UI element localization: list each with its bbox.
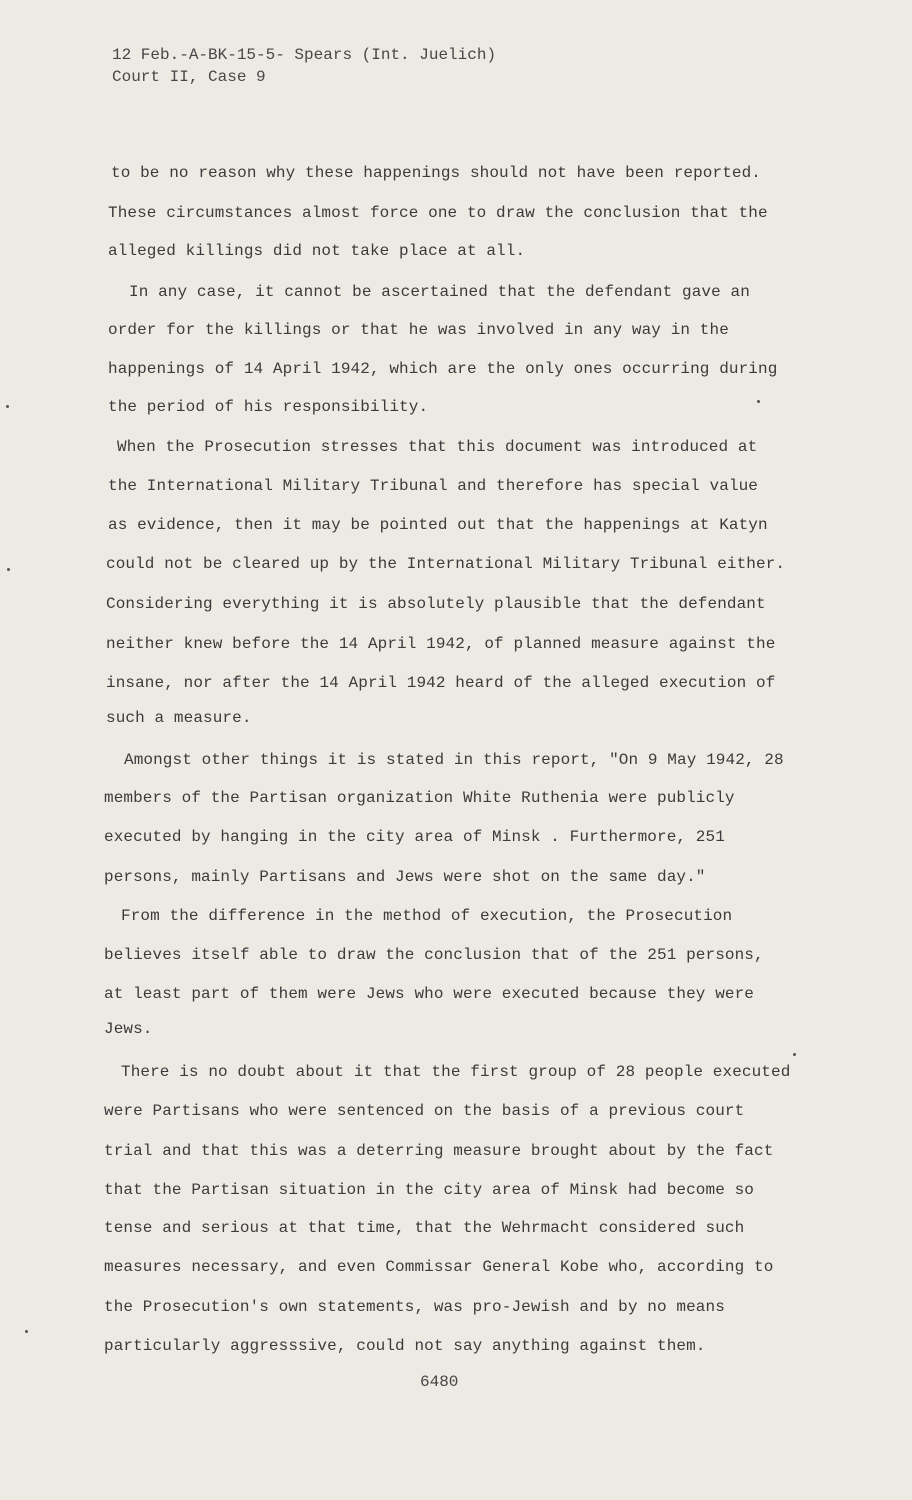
text-line: In any case, it cannot be ascertained that the defendant gave an [129, 283, 750, 301]
text-line: There is no doubt about it that the first group of 28 people executed [121, 1063, 791, 1081]
text-line: persons, mainly Partisans and Jews were shot on the same day." [104, 868, 706, 886]
scan-speck [793, 1053, 796, 1056]
header-line-1: 12 Feb.-A-BK-15-5- Spears (Int. Juelich) [112, 46, 497, 64]
text-line: could not be cleared up by the International Military Tribunal either. [106, 555, 786, 573]
text-line: Considering everything it is absolutely plausible that the defendant [106, 595, 766, 613]
page-number: 6480 [420, 1373, 459, 1391]
text-line: believes itself able to draw the conclusion that of the 251 persons, [104, 946, 764, 964]
text-line: such a measure. [106, 709, 252, 727]
text-line: the International Military Tribunal and therefore has special value [108, 477, 759, 495]
text-line: the Prosecution's own statements, was pro-Jewish and by no means [104, 1298, 725, 1316]
text-line: order for the killings or that he was involved in any way in the [108, 321, 729, 339]
text-line: insane, nor after the 14 April 1942 heard of the alleged execution of [106, 674, 776, 692]
text-line: measures necessary, and even Commissar General Kobe who, according to [104, 1258, 774, 1276]
text-line: particularly aggresssive, could not say anything against them. [104, 1337, 706, 1355]
text-line: were Partisans who were sentenced on the basis of a previous court [104, 1102, 745, 1120]
scan-speck [6, 405, 9, 408]
text-line: executed by hanging in the city area of Minsk . Furthermore, 251 [104, 828, 725, 846]
text-line: that the Partisan situation in the city area of Minsk had become so [104, 1181, 755, 1199]
document-header [112, 44, 496, 88]
text-line: Jews. [104, 1020, 153, 1038]
text-line: happenings of 14 April 1942, which are the only ones occurring during [108, 360, 778, 378]
text-line: trial and that this was a deterring measure brought about by the fact [104, 1142, 774, 1160]
scan-speck [757, 400, 760, 403]
header-line-2: Court II, Case 9 [112, 68, 266, 86]
text-line: Amongst other things it is stated in this report, "On 9 May 1942, 28 [124, 751, 784, 769]
scan-speck [25, 1330, 28, 1333]
text-line: neither knew before the 14 April 1942, of planned measure against the [106, 635, 776, 653]
text-line: as evidence, then it may be pointed out that the happenings at Katyn [108, 516, 768, 534]
text-line: From the difference in the method of execution, the Prosecution [121, 907, 733, 925]
text-line: tense and serious at that time, that the Wehrmacht considered such [104, 1219, 745, 1237]
text-line: at least part of them were Jews who were executed because they were [104, 985, 755, 1003]
text-line: to be no reason why these happenings should not have been reported. [111, 164, 762, 182]
text-line: members of the Partisan organization White Ruthenia were publicly [104, 789, 735, 807]
scan-speck [7, 568, 10, 571]
text-line: the period of his responsibility. [108, 398, 429, 416]
text-line: alleged killings did not take place at all. [108, 242, 526, 260]
text-line: These circumstances almost force one to draw the conclusion that the [108, 204, 768, 222]
text-line: When the Prosecution stresses that this document was introduced at [117, 438, 758, 456]
